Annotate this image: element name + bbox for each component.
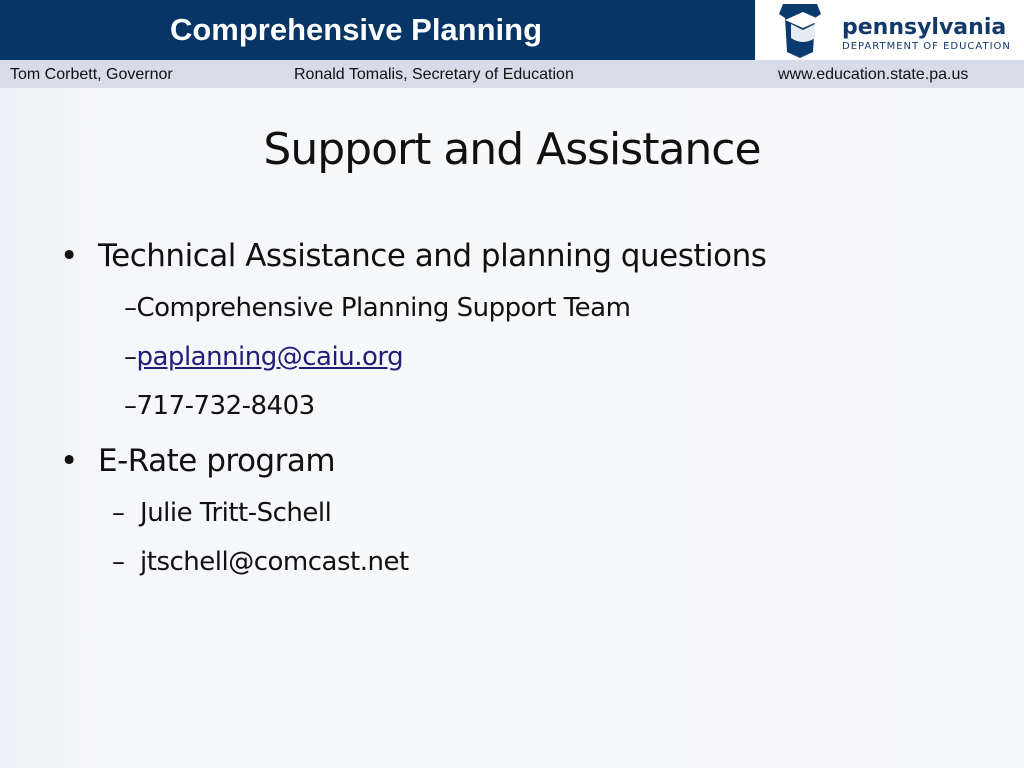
slide-title: Support and Assistance [263,124,761,175]
info-strip [0,60,1024,88]
bullet-e-rate: • E-Rate program [60,443,336,479]
pa-education-logo [755,0,1024,60]
sub-bullet-email: –paplanning@caiu.org [124,342,404,372]
website-link[interactable]: www.education.state.pa.us [778,66,969,83]
sub-bullet-team: –Comprehensive Planning Support Team [124,293,631,323]
header-title: Comprehensive Planning [169,12,543,47]
secretary-label: Ronald Tomalis, Secretary of Education [294,66,574,83]
sub-bullet-contact-email: – jtschell@comcast.net [112,547,409,577]
header-bar [0,0,755,60]
keystone-mortarboard-icon [755,0,1024,60]
svg-text:pennsylvania: pennsylvania [842,15,1007,40]
svg-text:DEPARTMENT OF EDUCATION: DEPARTMENT OF EDUCATION [842,41,1011,52]
email-link-paplanning[interactable]: paplanning@caiu.org [136,342,404,372]
sub-bullet-contact-name: – Julie Tritt-Schell [112,498,332,528]
governor-label: Tom Corbett, Governor [10,66,173,83]
sub-bullet-phone: –717-732-8403 [124,391,315,421]
bullet-technical-assistance: • Technical Assistance and planning questions [60,238,767,274]
